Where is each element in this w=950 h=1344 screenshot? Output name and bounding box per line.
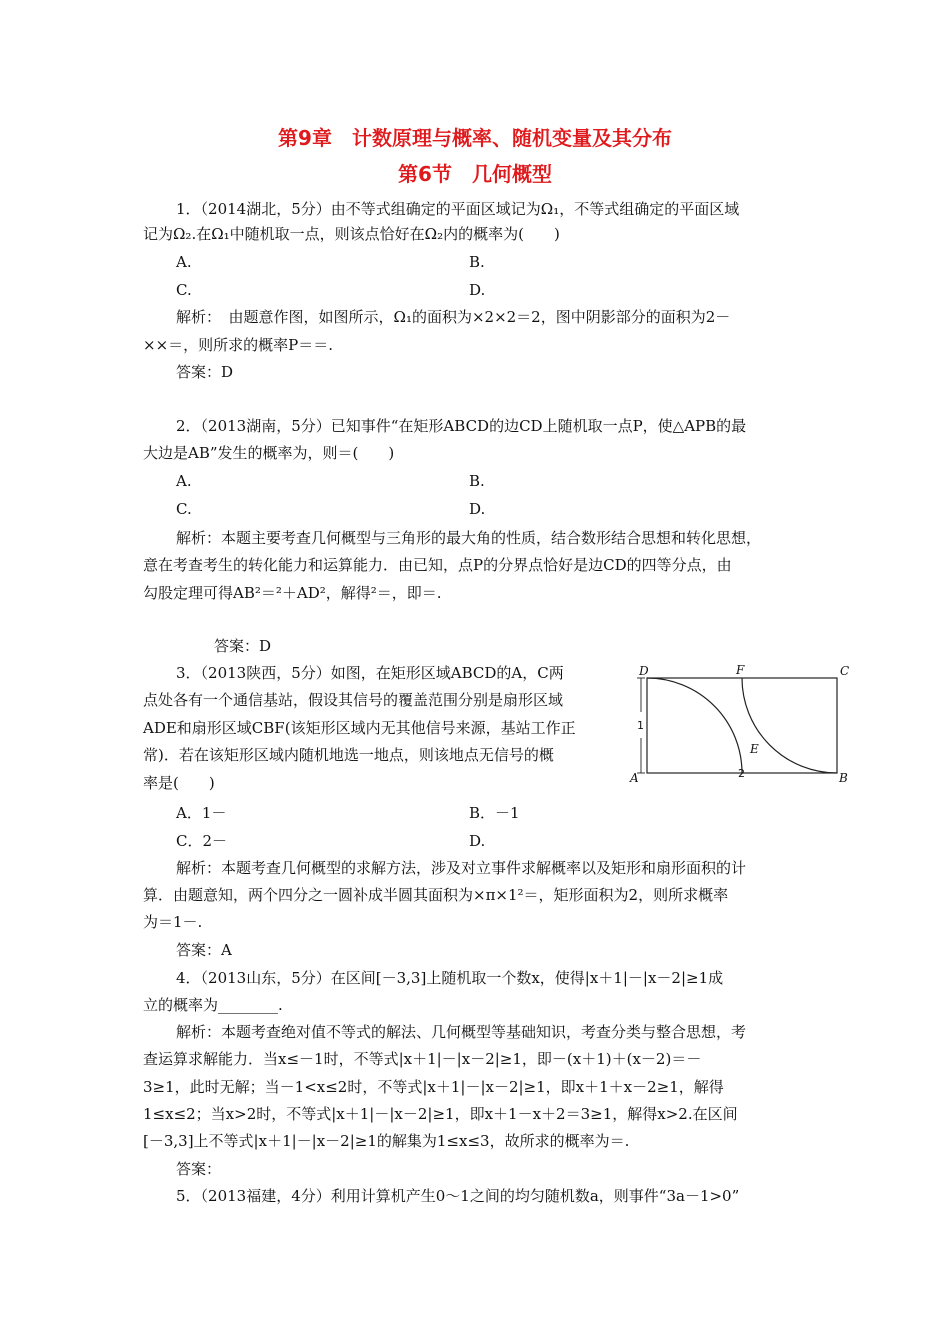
q5-stem-line1: 5．（2013福建，4分）利用计算机产生0～1之间的均匀随机数a，则事件“3a－1>0” (176, 1187, 740, 1205)
q3-solution-line2: 算．由题意知，两个四分之一圆补成半圆其面积为×π×1²＝，矩形面积为2，则所求概率 (143, 886, 729, 904)
q1-answer: 答案：D (176, 363, 234, 381)
q3-stem-line4: 常)．若在该矩形区域内随机地选一地点，则该地点无信号的概 (143, 746, 554, 764)
q3-option-c: C．2－ (176, 832, 228, 850)
q1-stem-line1: 1．（2014湖北，5分）由不等式组确定的平面区域记为Ω₁，不等式组确定的平面区域 (176, 200, 740, 218)
label-width-2: 2 (738, 767, 745, 780)
q3-stem-line3: ADE和扇形区域CBF(该矩形区域内无其他信号来源，基站工作正 (143, 719, 576, 737)
label-c: C (840, 664, 850, 678)
q2-solution-line3: 勾股定理可得AB²＝²＋AD²，解得²＝，即＝. (143, 584, 442, 602)
rectangle-sector-figure (624, 660, 854, 784)
q2-option-d: D. (469, 500, 486, 518)
q2-solution-line1: 解析：本题主要考查几何概型与三角形的最大角的性质，结合数形结合思想和转化思想， (176, 529, 762, 547)
q2-option-b: B. (469, 472, 485, 490)
q4-solution-line3: 3≥1，此时无解；当－1<x≤2时，不等式|x＋1|－|x－2|≥1，即x＋1＋x－2≥1，解得 (143, 1078, 724, 1096)
section-title: 第6节 几何概型 (398, 162, 552, 186)
sector-arc-ade (647, 678, 742, 773)
q4-answer: 答案： (176, 1160, 222, 1178)
q1-option-a: A. (176, 253, 192, 271)
q3-option-a: A．1－ (176, 804, 227, 822)
q1-solution-line1: 解析： 由题意作图，如图所示，Ω₁的面积为×2×2＝2，图中阴影部分的面积为2－ (176, 308, 731, 326)
q1-stem-line2: 记为Ω₂.在Ω₁中随机取一点，则该点恰好在Ω₂内的概率为( ) (143, 225, 560, 243)
q4-solution-line2: 查运算求解能力．当x≤－1时，不等式|x＋1|－|x－2|≥1，即－(x＋1)＋(x－2)＝－ (143, 1050, 702, 1068)
rectangle-abcd (647, 678, 837, 773)
q2-stem-line2: 大边是AB”发生的概率为，则＝( ) (143, 444, 395, 462)
q2-stem-line1: 2．（2013湖南，5分）已知事件“在矩形ABCD的边CD上随机取一点P，使△APB的最 (176, 417, 747, 435)
label-height-1: 1 (637, 719, 644, 732)
label-b: B (839, 771, 848, 784)
q2-option-a: A. (176, 472, 192, 490)
q4-solution-line5: [－3,3]上不等式|x＋1|－|x－2|≥1的解集为1≤x≤3，故所求的概率为＝. (143, 1132, 630, 1150)
q3-solution-line1: 解析：本题考查几何概型的求解方法，涉及对立事件求解概率以及矩形和扇形面积的计 (176, 859, 747, 877)
q3-option-d: D. (469, 832, 486, 850)
q3-stem-line2: 点处各有一个通信基站，假设其信号的覆盖范围分别是扇形区域 (143, 691, 564, 709)
label-d: D (639, 664, 649, 678)
q3-answer: 答案：A (176, 941, 232, 959)
q4-solution-line1: 解析：本题考查绝对值不等式的解法、几何概型等基础知识，考查分类与整合思想，考 (176, 1023, 747, 1041)
q2-answer: 答案：D (214, 637, 272, 655)
q3-stem-line5: 率是( ) (143, 774, 215, 792)
q3-stem-line1: 3．（2013陕西，5分）如图，在矩形区域ABCD的A，C两 (176, 664, 564, 682)
q1-option-c: C. (176, 281, 192, 299)
sector-arc-cbf (742, 678, 837, 773)
q2-solution-line2: 意在考查考生的转化能力和运算能力．由已知，点P的分界点恰好是边CD的四等分点，由 (143, 556, 732, 574)
q4-stem-line1: 4．（2013山东，5分）在区间[－3,3]上随机取一个数x，使得|x＋1|－|x－2|≥1成 (176, 969, 724, 987)
q4-solution-line4: 1≤x≤2；当x>2时，不等式|x＋1|－|x－2|≥1，即x＋1－x＋2＝3≥1，解得x>2.在区间 (143, 1105, 738, 1123)
label-a: A (630, 771, 639, 784)
q1-option-b: B. (469, 253, 485, 271)
q2-option-c: C. (176, 500, 192, 518)
label-e: E (750, 742, 759, 756)
label-f: F (736, 663, 745, 677)
q1-option-d: D. (469, 281, 486, 299)
q3-solution-line3: 为＝1－. (143, 913, 203, 931)
q3-option-b: B．－1 (469, 804, 520, 822)
q4-stem-line2: 立的概率为________. (143, 996, 283, 1014)
q1-solution-line2: ××＝，则所求的概率P＝＝. (143, 336, 333, 354)
chapter-title: 第9章 计数原理与概率、随机变量及其分布 (278, 126, 672, 150)
